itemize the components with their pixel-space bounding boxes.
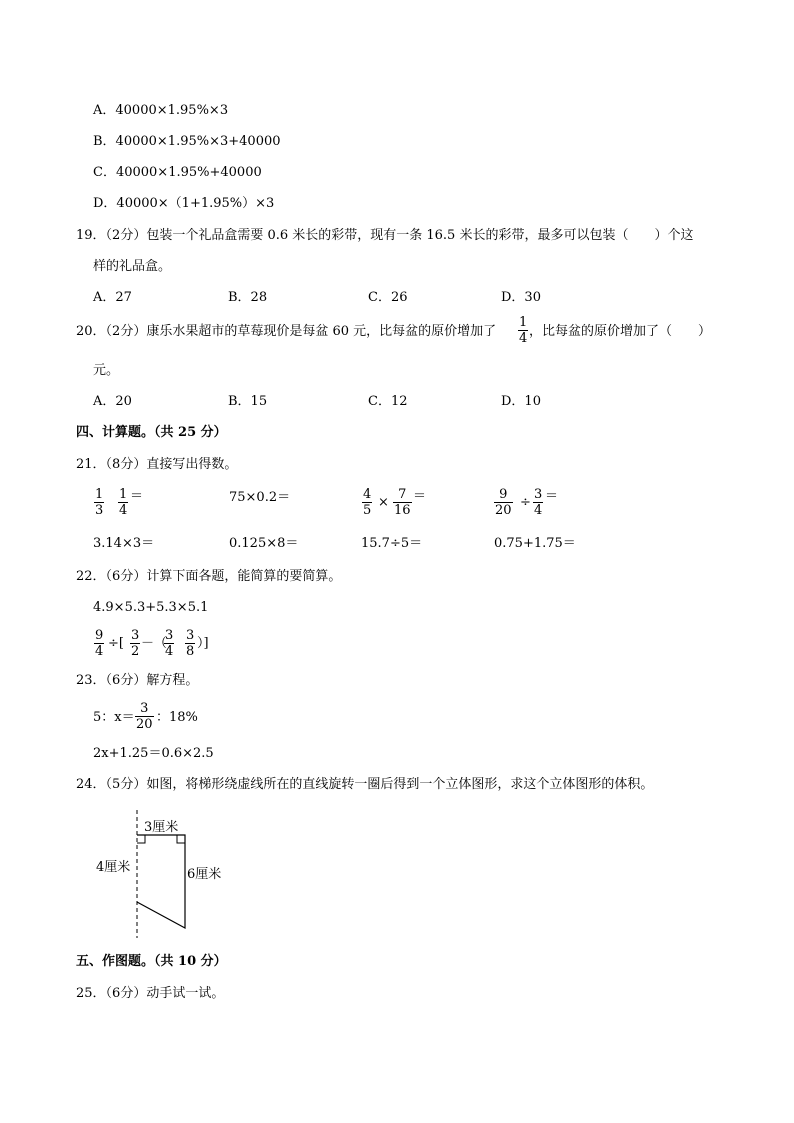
q23-expression-2: 2x+1.25＝0.6×2.5	[93, 746, 214, 761]
denominator: 5	[363, 503, 372, 518]
q25-title: 25．（6分）动手试一试。	[76, 986, 225, 1001]
q19-line1: 19．（2分）包装一个礼品盒需要 0.6 米长的彩带，现有一条 16.5 米长的彩带，最多可以包装（ ）个这	[76, 228, 694, 243]
q20-fraction	[518, 315, 528, 346]
q20-line1-part1: 20．（2分）康乐水果超市的草莓现价是每盆 60 元，比每盆的原价增加了	[76, 324, 497, 339]
label-top-3cm: 3厘米	[144, 820, 179, 835]
q19-option-d: D．30	[501, 290, 541, 305]
q18-option-c: C．40000×1.95%+40000	[93, 165, 262, 180]
right-angle-marker-right	[177, 835, 185, 843]
q23-e1-left: 5：x＝	[93, 710, 135, 725]
denominator: 2	[131, 644, 140, 659]
q21-e2: 75×0.2＝	[229, 490, 291, 505]
denominator: 4	[165, 644, 174, 659]
q18-option-d: D．40000×（1+1.95%）×3	[93, 196, 275, 211]
denominator: 3	[95, 503, 104, 518]
numerator: 4	[363, 487, 372, 502]
q20-line2: 元。	[93, 363, 120, 378]
q22-e2-frac4	[185, 628, 195, 659]
q22-e2-frac3	[164, 628, 174, 659]
numerator: 3	[534, 487, 543, 502]
q20-line1-part2: ，比每盆的原价增加了（ ）	[529, 324, 712, 339]
numerator: 3	[140, 701, 149, 716]
numerator: 3	[131, 628, 140, 643]
numerator: 3	[165, 628, 174, 643]
q23-e1-fraction	[135, 701, 154, 732]
q21-e1-frac1	[94, 487, 104, 518]
denominator: 4	[119, 503, 128, 518]
section-4-heading: 四、计算题。（共 25 分）	[76, 425, 227, 440]
q20-option-d: D．10	[501, 394, 541, 409]
q22-e2-frac2	[130, 628, 140, 659]
q24-title: 24．（5分）如图，将梯形绕虚线所在的直线旋转一圈后得到一个立体图形，求这个立体图形的体积。	[76, 777, 654, 792]
q21-e1-frac2	[118, 487, 128, 518]
q21-row2-item2: 0.125×8＝	[229, 536, 299, 551]
q22-e2-minus-paren: －（	[141, 636, 168, 651]
label-left-4cm: 4厘米	[96, 860, 131, 875]
q20-option-c: C．12	[368, 394, 408, 409]
q22-expression-1: 4.9×5.3+5.3×5.1	[93, 600, 209, 615]
q21-e4-equals: ＝	[545, 489, 559, 504]
q20-option-b: B．15	[228, 394, 268, 409]
numerator: 1	[95, 487, 104, 502]
q19-option-b: B．28	[228, 290, 268, 305]
q19-option-c: C．26	[368, 290, 408, 305]
q21-e3-frac2	[393, 487, 412, 518]
q21-row2-item4: 0.75+1.75＝	[494, 536, 576, 551]
q21-e3-frac1	[362, 487, 372, 518]
q21-e4-frac2	[533, 487, 543, 518]
denominator: 4	[95, 644, 104, 659]
label-right-6cm: 6厘米	[187, 867, 222, 882]
numerator: 9	[499, 487, 508, 502]
q21-title: 21．（8分）直接写出得数。	[76, 457, 238, 472]
q22-e2-close-bracket: ）]	[197, 636, 209, 651]
right-angle-marker-left	[137, 835, 145, 843]
q21-e3-equals: ＝	[413, 489, 427, 504]
q20-option-a: A．20	[93, 394, 132, 409]
q21-row2-item3: 15.7÷5＝	[361, 536, 423, 551]
trapezoid-diagram	[90, 810, 230, 940]
numerator: 3	[186, 628, 195, 643]
q21-e4-operator: ÷	[520, 495, 531, 510]
q21-e1-equals: ＝	[130, 489, 144, 504]
denominator: 16	[394, 503, 411, 518]
numerator: 7	[398, 487, 407, 502]
q23-title: 23．（6分）解方程。	[76, 673, 199, 688]
q23-e1-right: ：18%	[156, 710, 198, 725]
section-5-heading: 五、作图题。（共 10 分）	[76, 954, 227, 969]
denominator: 8	[186, 644, 195, 659]
q22-e2-frac1	[94, 628, 104, 659]
trapezoid-shape	[137, 835, 185, 928]
q18-option-b: B．40000×1.95%×3+40000	[93, 134, 281, 149]
q22-e2-divide-bracket: ÷[	[108, 636, 124, 651]
q22-title: 22．（6分）计算下面各题，能简算的要简算。	[76, 569, 342, 584]
numerator: 9	[95, 628, 104, 643]
q20-frac-numerator: 1	[519, 315, 528, 330]
q19-line2: 样的礼品盒。	[93, 259, 172, 274]
q18-option-a: A．40000×1.95%×3	[93, 103, 229, 118]
denominator: 4	[534, 503, 543, 518]
q21-e4-frac1	[494, 487, 513, 518]
q21-e3-operator: ×	[378, 495, 389, 510]
numerator: 1	[119, 487, 128, 502]
denominator: 20	[136, 717, 153, 732]
q20-frac-denominator: 4	[519, 331, 528, 346]
q21-row2-item1: 3.14×3＝	[93, 536, 155, 551]
denominator: 20	[495, 503, 512, 518]
q19-option-a: A．27	[93, 290, 132, 305]
